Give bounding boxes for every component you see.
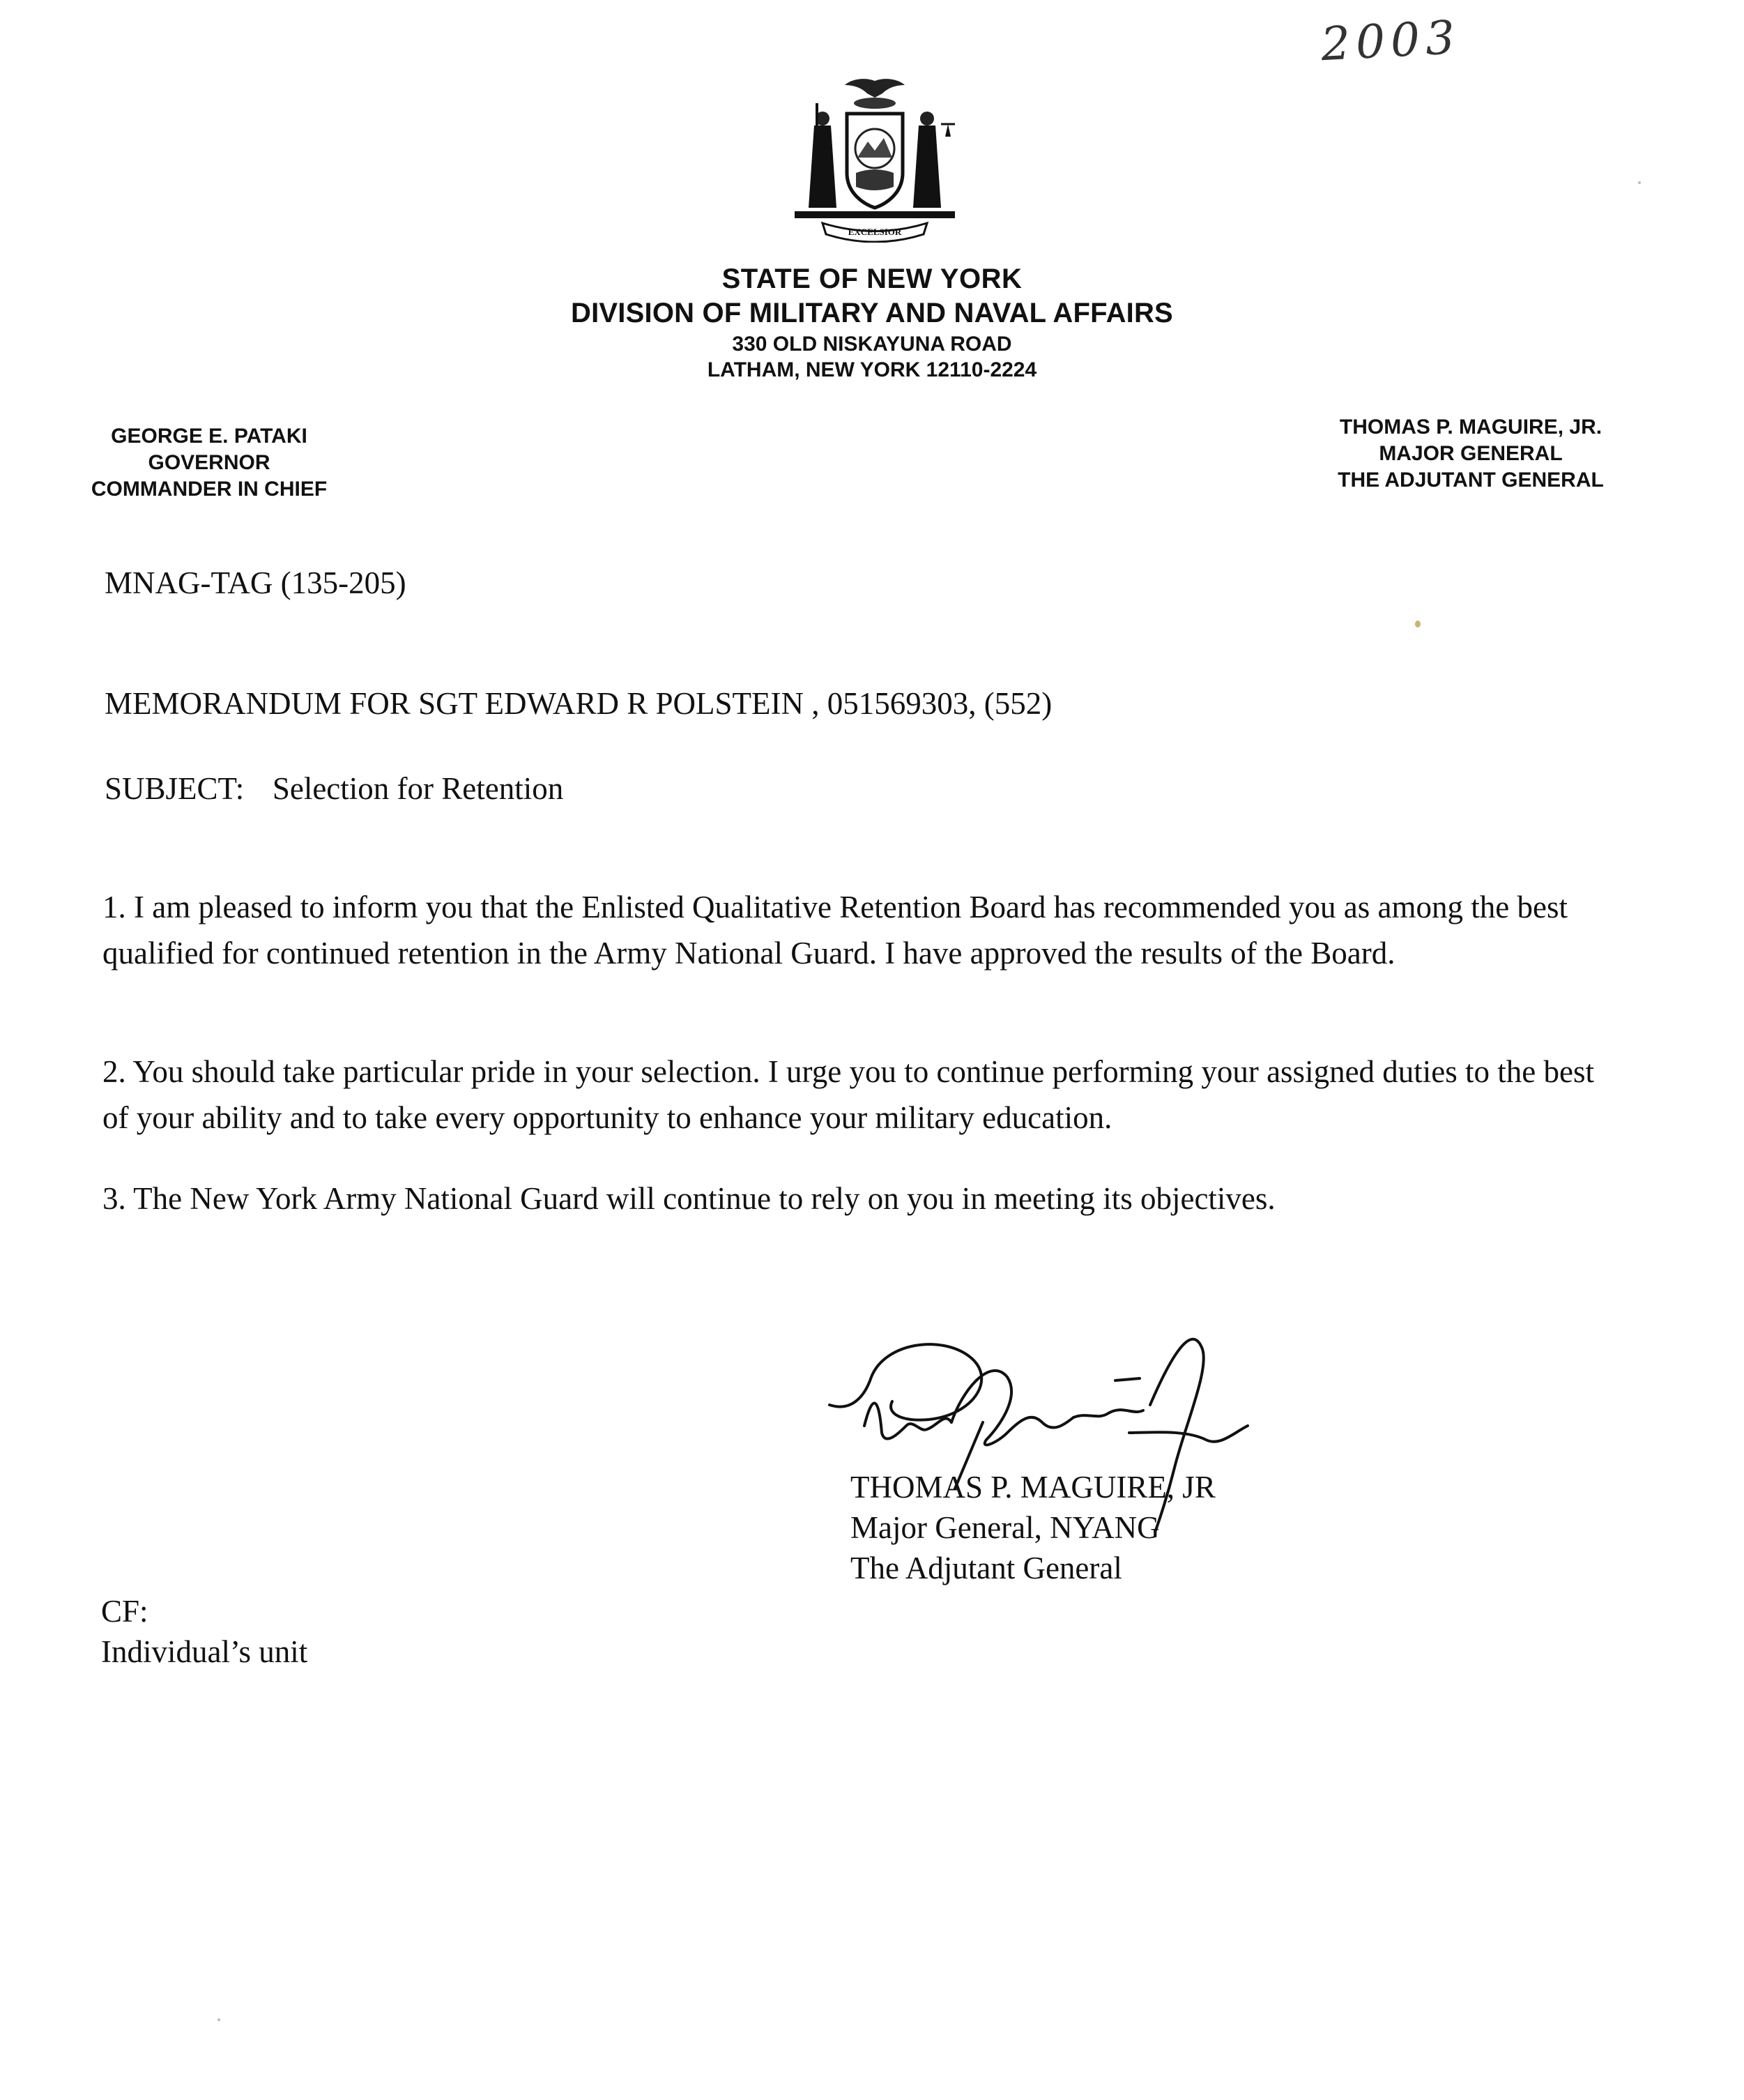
governor-name: GEORGE E. PATAKI <box>111 425 307 448</box>
subject-text: Selection for Retention <box>272 771 564 806</box>
cf-label: CF: <box>101 1594 148 1629</box>
letterhead-state: STATE OF NEW YORK <box>721 264 1023 294</box>
signer-title: The Adjutant General <box>850 1551 1122 1585</box>
adjutant-name: THOMAS P. MAGUIRE, JR. <box>1339 416 1603 439</box>
scan-speck <box>217 2018 220 2021</box>
letterhead-street: 330 OLD NISKAYUNA ROAD <box>732 333 1012 356</box>
seal-motto: EXCELSIOR <box>848 227 902 237</box>
paragraph-3: 3. The New York Army National Guard will continue to rely on you in meeting its objectives. <box>102 1181 1276 1216</box>
memorandum-for: MEMORANDUM FOR SGT EDWARD R POLSTEIN , 051569303, (552) <box>105 686 1053 721</box>
handwritten-year-annotation: 2003 <box>1320 10 1462 72</box>
subject-line <box>105 770 563 807</box>
governor-title: GOVERNOR <box>148 451 270 474</box>
letterhead-city: LATHAM, NEW YORK 12110-2224 <box>707 358 1037 381</box>
signer-name: THOMAS P. MAGUIRE, JR <box>850 1470 1216 1505</box>
adjutant-general-block <box>1317 414 1624 494</box>
cf-recipient: Individual’s unit <box>101 1634 308 1669</box>
signature-block <box>850 1467 1216 1588</box>
office-symbol: MNAG-TAG (135-205) <box>105 565 406 600</box>
governor-role: COMMANDER IN CHIEF <box>91 478 328 501</box>
scan-speck <box>1415 621 1421 627</box>
subject-label: SUBJECT: <box>105 771 245 806</box>
paragraph-2: 2. You should take particular pride in your selection. I urge you to continue performing your assigned duties to the best of your ability and to take every opportunity to enhance your military education. <box>102 1054 1595 1135</box>
paragraph-1: 1. I am pleased to inform you that the Enlisted Qualitative Retention Board has recommended you as among the best qualified for continued retention in the Army National Guard. I have approved the results of the Board. <box>102 890 1568 971</box>
governor-block <box>77 423 342 503</box>
scan-speck <box>1638 181 1641 184</box>
new-york-state-seal-icon <box>781 75 969 243</box>
adjutant-title: THE ADJUTANT GENERAL <box>1338 469 1604 492</box>
copy-furnished <box>101 1591 307 1672</box>
letterhead-division: DIVISION OF MILITARY AND NAVAL AFFAIRS <box>571 298 1173 328</box>
signer-rank: Major General, NYANG <box>850 1510 1160 1545</box>
adjutant-rank: MAJOR GENERAL <box>1379 442 1563 465</box>
